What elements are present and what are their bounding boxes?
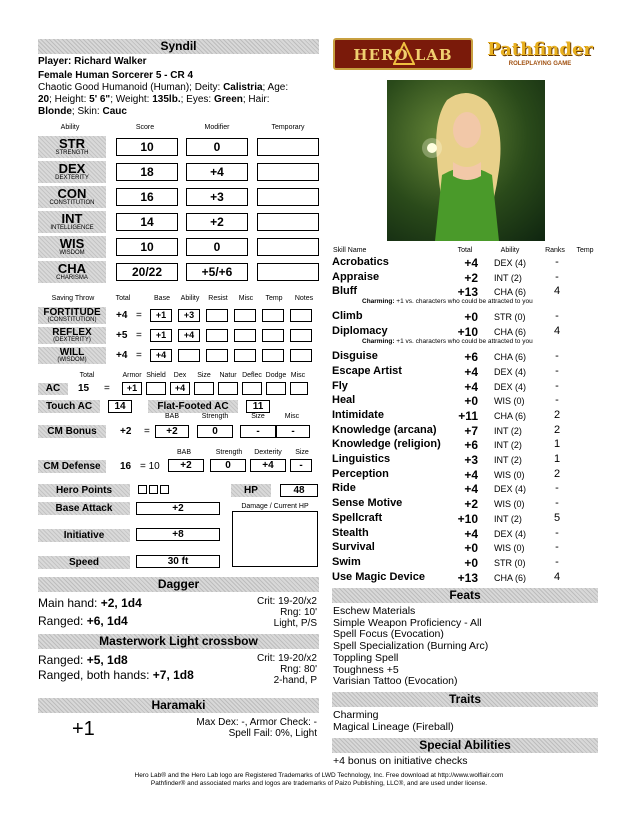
armor-title: Haramaki <box>38 698 319 713</box>
skill-ranks: - <box>555 270 559 283</box>
portrait-illustration <box>387 80 545 241</box>
cmb-bab-header: BAB <box>164 413 179 420</box>
skill-total: +13 <box>457 285 478 300</box>
cmb-size-header: Size <box>251 413 265 420</box>
ac-total: 15 <box>78 383 90 394</box>
ac-total-header: Total <box>79 372 95 379</box>
skill-ability: CHA (6) <box>494 352 527 363</box>
save-name: WILL <box>59 347 85 358</box>
skill-row <box>332 571 592 585</box>
cmb-equals: = <box>144 426 150 437</box>
save-misc-box[interactable] <box>234 349 256 362</box>
skill-row <box>332 468 592 482</box>
skill-total: +0 <box>464 394 478 409</box>
ability-name: CONSTITUTION <box>49 200 95 206</box>
ability-temp-str[interactable] <box>257 138 319 156</box>
skill-name: Spellcraft <box>332 511 383 524</box>
bluff-charming-note: Charming: +1 vs. characters who could be attracted to you <box>362 298 533 305</box>
skill-ranks: - <box>555 541 559 554</box>
skill-temp-header: Temp <box>576 247 594 254</box>
save-total: +4 <box>116 350 128 361</box>
skill-ability: INT (2) <box>494 272 522 283</box>
skill-name: Perception <box>332 467 389 480</box>
ability-abbr: DEX <box>58 161 86 176</box>
ability-modifier-dex: +4 <box>186 163 248 181</box>
triangle-icon <box>393 42 415 66</box>
skill-row <box>332 394 592 408</box>
character-name: Syndil <box>38 39 319 54</box>
save-misc-box[interactable] <box>234 329 256 342</box>
ability-temp-dex[interactable] <box>257 163 319 181</box>
skill-ability: WIS (0) <box>494 499 525 510</box>
skill-row <box>332 482 592 496</box>
dagger-title: Dagger <box>38 577 319 592</box>
dagger-type: Light, P/S <box>273 618 317 629</box>
skill-name: Appraise <box>332 270 380 283</box>
skill-ranks: - <box>555 379 559 392</box>
skill-ability: INT (2) <box>494 455 522 465</box>
save-ability-box: +3 <box>178 309 200 322</box>
ac-deflec-header: Deflec <box>242 372 262 379</box>
skill-name: Fly <box>332 379 348 392</box>
save-sub: (CONSTITUTION) <box>47 317 97 323</box>
ability-score-dex: 18 <box>116 163 178 181</box>
crossbow-type: 2-hand, P <box>273 675 317 686</box>
skill-ability: STR (0) <box>494 557 526 568</box>
ability-label-str <box>38 136 106 158</box>
save-total: +4 <box>116 310 128 321</box>
skill-ability: WIS (0) <box>494 396 525 407</box>
skill-row <box>332 497 592 511</box>
ability-label-wis <box>38 236 106 258</box>
save-total-header: Total <box>115 295 131 302</box>
special-item: +4 bonus on initiative checks <box>333 755 468 767</box>
ability-abbr: STR <box>59 136 85 151</box>
ability-score-str: 10 <box>116 138 178 156</box>
skill-total: +2 <box>464 497 478 512</box>
save-sub: (WISDOM) <box>57 357 87 363</box>
cmd-str-box: 0 <box>210 459 246 472</box>
ability-temp-wis[interactable] <box>257 238 319 256</box>
cmb-misc-box: - <box>276 425 310 438</box>
skill-ranks: 1 <box>553 438 561 451</box>
skill-ability: CHA (6) <box>494 327 527 338</box>
cmb-str-header: Strength <box>201 413 229 420</box>
save-label-reflex <box>38 327 106 344</box>
skill-name: Escape Artist <box>332 364 402 377</box>
save-label-fortitude <box>38 307 106 324</box>
feat-item: Toppling Spell <box>333 651 399 664</box>
save-base-box: +4 <box>150 349 172 362</box>
ability-score-int: 14 <box>116 213 178 231</box>
skill-ability: DEX (4) <box>494 366 527 377</box>
score-header: Score <box>135 124 155 131</box>
cmd-size-header: Size <box>295 449 309 456</box>
skill-name: Sense Motive <box>332 497 403 510</box>
skill-name: Stealth <box>332 526 369 539</box>
save-misc-box[interactable] <box>234 309 256 322</box>
save-temp-box[interactable] <box>262 329 284 342</box>
initiative-value: +8 <box>136 528 220 541</box>
traits-title: Traits <box>332 692 598 707</box>
cmd-equals: = 10 <box>140 461 160 472</box>
save-temp-box[interactable] <box>262 349 284 362</box>
save-name: FORTITUDE <box>43 307 101 318</box>
cmd-bab-box: +2 <box>168 459 204 472</box>
skill-ranks: 4 <box>553 325 561 338</box>
ability-abbr: CHA <box>57 261 87 276</box>
hp-value: 48 <box>280 484 318 497</box>
feat-item: Toughness +5 <box>333 663 399 676</box>
cmb-misc-header: Misc <box>284 413 300 420</box>
skill-total: +7 <box>464 423 478 438</box>
skill-ranks: - <box>555 497 559 510</box>
armor-line2: Spell Fail: 0%, Light <box>228 728 317 739</box>
skill-row <box>332 453 592 467</box>
ability-score-con: 16 <box>116 188 178 206</box>
skill-row <box>332 350 592 364</box>
feat-item: Varisian Tattoo (Evocation) <box>333 675 458 688</box>
save-sub: (DEXTERITY) <box>53 337 91 343</box>
crossbow-crit: Crit: 19-20/x2 <box>256 653 317 664</box>
skill-total: +6 <box>464 438 478 453</box>
save-notes-box[interactable] <box>290 349 312 362</box>
skill-name: Survival <box>332 541 375 554</box>
skill-row <box>332 271 592 285</box>
ability-score-wis: 10 <box>116 238 178 256</box>
skill-ranks: - <box>555 526 559 539</box>
save-notes-box[interactable] <box>290 309 312 322</box>
ability-label-con <box>38 186 106 208</box>
save-resist-box[interactable] <box>206 309 228 322</box>
skill-name: Linguistics <box>332 453 391 465</box>
skill-total: +4 <box>464 467 478 482</box>
skill-row <box>332 556 592 570</box>
ability-label-cha <box>38 261 106 283</box>
damage-current-hp-box[interactable] <box>232 511 318 567</box>
cmd-dex-header: Dexterity <box>254 449 282 456</box>
skill-ranks: - <box>555 555 559 568</box>
ac-size-box <box>194 382 214 395</box>
save-equals: = <box>136 330 142 341</box>
skill-name: Heal <box>332 394 356 407</box>
skill-ranks: - <box>555 256 559 268</box>
feat-item: Spell Focus (Evocation) <box>333 628 444 641</box>
cmd-dex-box: +4 <box>250 459 286 472</box>
save-notes-box[interactable] <box>290 329 312 342</box>
save-temp-header: Temp <box>265 295 283 302</box>
ac-size-header: Size <box>197 372 211 379</box>
skill-total: +0 <box>464 555 478 570</box>
dagger-ranged: Ranged: +6, 1d4 <box>38 614 128 628</box>
skill-total: +0 <box>464 541 478 556</box>
save-resist-box[interactable] <box>206 349 228 362</box>
skill-name: Swim <box>332 555 361 568</box>
feats-title: Feats <box>332 588 598 603</box>
cmb-bab-box: +2 <box>155 425 189 438</box>
skill-total: +11 <box>458 408 478 423</box>
save-resist-header: Resist <box>208 295 228 302</box>
dagger-range: Rng: 10' <box>280 607 317 618</box>
save-resist-box[interactable] <box>206 329 228 342</box>
skill-ability: DEX (4) <box>494 381 527 392</box>
skill-ability: INT (2) <box>494 513 522 524</box>
pathfinder-logo-sub: ROLEPLAYING GAME <box>508 61 572 67</box>
ac-natur-box <box>218 382 238 395</box>
skill-ranks: - <box>555 310 559 323</box>
ability-name: STRENGTH <box>55 150 89 156</box>
ability-label-dex <box>38 161 106 183</box>
diplomacy-charming-note: Charming: +1 vs. characters who could be attracted to you <box>362 338 533 345</box>
skill-ranks: - <box>555 482 559 495</box>
skill-row <box>332 541 592 555</box>
touch-ac-label: Touch AC <box>38 400 100 413</box>
crossbow-title: Masterwork Light crossbow <box>38 634 319 649</box>
cmd-total: 16 <box>120 461 132 472</box>
skill-total: +10 <box>457 511 478 526</box>
skill-name: Disguise <box>332 350 378 363</box>
base-attack-value: +2 <box>136 502 220 515</box>
damage-current-hp-label: Damage / Current HP <box>241 503 309 510</box>
skill-total: +4 <box>464 364 478 379</box>
skill-ranks: - <box>555 350 559 363</box>
ac-shield-header: Shield <box>146 372 166 379</box>
trait-item: Charming <box>333 709 379 721</box>
crossbow-range: Rng: 80' <box>280 664 317 675</box>
save-ability-box <box>178 349 200 362</box>
ac-dex-header: Dex <box>173 372 187 379</box>
skill-name: Intimidate <box>332 408 384 421</box>
skill-ability: WIS (0) <box>494 469 525 480</box>
ability-temp-int[interactable] <box>257 213 319 231</box>
skill-row <box>332 527 592 541</box>
skill-row <box>332 256 592 270</box>
skill-row <box>332 409 592 423</box>
cmb-total: +2 <box>120 426 132 437</box>
ac-dodge-box <box>266 382 286 395</box>
skill-name-header: Skill Name <box>333 247 367 254</box>
save-equals: = <box>136 310 142 321</box>
dagger-crit: Crit: 19-20/x2 <box>256 596 317 607</box>
ac-misc-box <box>290 382 308 395</box>
ability-modifier-int: +2 <box>186 213 248 231</box>
skill-name: Use Magic Device <box>332 570 425 583</box>
skill-ability: INT (2) <box>494 425 522 436</box>
ac-armor-box: +1 <box>122 382 142 395</box>
pathfinder-logo-text: Pathfinder <box>487 39 593 60</box>
hp-label: HP <box>231 484 271 497</box>
hero-points-label: Hero Points <box>38 484 130 497</box>
saving-throw-header: Saving Throw <box>51 295 95 302</box>
skill-ranks: 4 <box>553 285 561 298</box>
hero-point-checkbox-2[interactable] <box>149 485 158 494</box>
ac-label: AC <box>38 383 68 395</box>
ability-abbr: INT <box>61 211 83 226</box>
skill-row <box>332 512 592 526</box>
skill-ability: DEX (4) <box>494 528 527 539</box>
feat-item: Simple Weapon Proficiency - All <box>333 616 482 629</box>
skill-ability: CHA (6) <box>494 287 527 298</box>
skill-ability: CHA (6) <box>494 572 527 583</box>
ability-name: DEXTERITY <box>55 175 89 181</box>
skill-total: +4 <box>464 526 478 541</box>
ability-name: INTELLIGENCE <box>50 225 94 231</box>
cmb-str-box: 0 <box>197 425 233 438</box>
ac-misc-header: Misc <box>290 372 306 379</box>
crossbow-ranged-both: Ranged, both hands: +7, 1d8 <box>38 668 194 682</box>
skill-ranks: 5 <box>553 511 561 524</box>
special-abilities-title: Special Abilities <box>332 738 598 753</box>
skill-total: +2 <box>464 270 478 285</box>
cmb-size-box: - <box>240 425 276 438</box>
speed-value: 30 ft <box>136 555 220 568</box>
skill-total-header: Total <box>457 247 473 254</box>
ac-shield-box <box>146 382 166 395</box>
skill-row <box>332 380 592 394</box>
initiative-label: Initiative <box>38 529 130 542</box>
skill-ranks-header: Ranks <box>545 247 565 254</box>
save-misc-header: Misc <box>238 295 254 302</box>
skill-ranks: 4 <box>553 570 561 583</box>
trait-item: Magical Lineage (Fireball) <box>333 720 454 733</box>
crossbow-ranged: Ranged: +5, 1d8 <box>38 653 128 667</box>
pathfinder-logo <box>480 37 600 71</box>
hero-point-checkbox-3[interactable] <box>160 485 169 494</box>
feat-item: Spell Specialization (Burning Arc) <box>333 640 489 653</box>
player-name: Player: Richard Walker <box>38 56 147 67</box>
skill-total: +4 <box>464 379 478 394</box>
save-base-box: +1 <box>150 329 172 342</box>
armor-bonus: +1 <box>72 718 95 740</box>
save-base-header: Base <box>154 295 170 302</box>
skill-ranks: 2 <box>553 423 561 436</box>
modifier-header: Modifier <box>204 124 230 131</box>
ability-modifier-cha: +5/+6 <box>186 263 248 281</box>
save-notes-header: Notes <box>294 295 314 302</box>
skill-ranks: - <box>555 394 559 407</box>
skill-total: +4 <box>464 256 478 270</box>
ability-modifier-wis: 0 <box>186 238 248 256</box>
skill-row <box>332 365 592 379</box>
skill-row <box>332 438 592 452</box>
skill-ability: CHA (6) <box>494 410 527 421</box>
hero-point-checkbox-1[interactable] <box>138 485 147 494</box>
skill-ranks: 1 <box>553 453 561 465</box>
save-ability-header: Ability <box>180 295 200 302</box>
skill-total: +0 <box>464 310 478 325</box>
ability-modifier-str: 0 <box>186 138 248 156</box>
ac-deflec-box <box>242 382 262 395</box>
herolab-logo-text: HERO LAB <box>353 46 453 64</box>
skill-ability: STR (0) <box>494 312 526 323</box>
ability-temp-cha[interactable] <box>257 263 319 281</box>
character-portrait <box>387 80 545 241</box>
skill-total: +3 <box>464 453 478 467</box>
save-total: +5 <box>116 330 128 341</box>
skill-row <box>332 424 592 438</box>
skill-row <box>332 325 592 339</box>
save-ability-box: +4 <box>178 329 200 342</box>
ability-modifier-con: +3 <box>186 188 248 206</box>
skill-ranks: 2 <box>553 408 561 421</box>
save-label-will <box>38 347 106 364</box>
skill-name: Ride <box>332 482 356 495</box>
ability-name: CHARISMA <box>56 275 88 281</box>
speed-label: Speed <box>38 556 130 569</box>
ability-score-cha: 20/22 <box>116 263 178 281</box>
cmd-label: CM Defense <box>38 460 106 473</box>
skill-ability: DEX (4) <box>494 258 527 268</box>
ac-dodge-header: Dodge <box>265 372 287 379</box>
herolab-logo <box>333 38 473 70</box>
skill-row <box>332 310 592 324</box>
ability-header: Ability <box>60 124 80 131</box>
temporary-header: Temporary <box>271 124 305 131</box>
ability-name: WISDOM <box>59 250 85 256</box>
flat-footed-label: Flat-Footed AC <box>148 400 238 413</box>
cmd-str-header: Strength <box>215 449 243 456</box>
skill-total: +6 <box>464 350 478 365</box>
ac-natur-header: Natur <box>219 372 237 379</box>
feat-item: Eschew Materials <box>333 605 416 617</box>
skill-ranks: 2 <box>553 467 561 480</box>
skill-total: +13 <box>457 570 478 585</box>
dagger-main-hand: Main hand: +2, 1d4 <box>38 596 142 610</box>
skill-name: Diplomacy <box>332 325 388 338</box>
cmb-label: CM Bonus <box>38 425 106 438</box>
skill-ability-header: Ability <box>500 247 520 254</box>
skill-name: Knowledge (arcana) <box>332 423 437 436</box>
skill-name: Acrobatics <box>332 256 389 268</box>
touch-ac-value: 14 <box>108 400 132 413</box>
save-base-box: +1 <box>150 309 172 322</box>
skill-name: Bluff <box>332 285 358 298</box>
skill-ranks: - <box>555 364 559 377</box>
skill-total: +4 <box>464 482 478 497</box>
ability-temp-con[interactable] <box>257 188 319 206</box>
ac-dex-box: +4 <box>170 382 190 395</box>
ac-armor-header: Armor <box>122 372 142 379</box>
armor-line1: Max Dex: -, Armor Check: - <box>196 717 317 728</box>
cmd-size-box: - <box>290 459 312 472</box>
cmd-bab-header: BAB <box>176 449 191 456</box>
ability-abbr: CON <box>57 186 87 201</box>
save-equals: = <box>136 350 142 361</box>
skill-name: Knowledge (religion) <box>332 438 441 451</box>
race-class-line: Female Human Sorcerer 5 - CR 4 <box>38 70 194 81</box>
save-name: REFLEX <box>52 327 92 338</box>
skill-ability: INT (2) <box>494 440 522 451</box>
skill-total: +10 <box>457 325 478 340</box>
skill-name: Climb <box>332 310 363 323</box>
ability-abbr: WIS <box>59 236 85 251</box>
character-description: Chaotic Good Humanoid (Human); Deity: Calistria; Age: 20; Height: 5' 6"; Weight: 135lb.; Eyes: Green; Hair: Blonde; Skin: Cauc <box>38 82 289 117</box>
save-temp-box[interactable] <box>262 309 284 322</box>
base-attack-label: Base Attack <box>38 502 130 515</box>
footer-line2: Pathfinder® and associated marks and logos are trademarks of Paizo Publishing, LLC®, and are used under license. <box>150 780 488 787</box>
ac-equals: = <box>104 383 110 394</box>
footer-line1: Hero Lab® and the Hero Lab logo are Registered Trademarks of LWD Technology, Inc. Free download at http://www.wolflair.com <box>134 772 504 779</box>
skill-ability: WIS (0) <box>494 543 525 554</box>
skill-ability: DEX (4) <box>494 484 527 495</box>
ability-label-int <box>38 211 106 233</box>
flat-footed-value: 11 <box>246 400 270 413</box>
